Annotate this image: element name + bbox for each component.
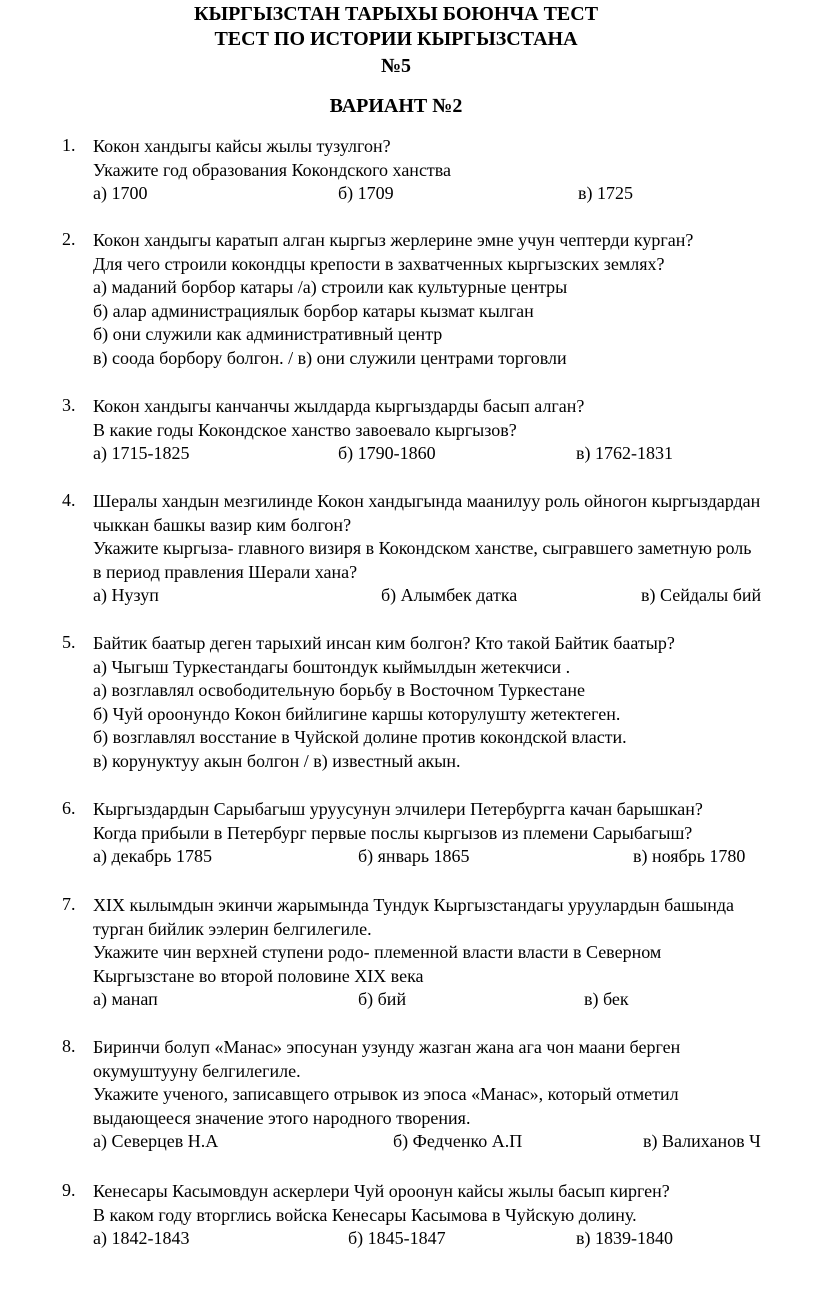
question-text-line: Кыргыздардын Сарыбагыш уруусунун элчилери Петербургга качан барышкан?	[93, 799, 703, 819]
answer-options	[93, 988, 812, 1012]
question-text-line: XIX кылымдын экинчи жарымында Тундук Кыргызстандагы уруулардын башында	[93, 895, 735, 915]
answer-options	[93, 1130, 812, 1154]
question-1	[62, 135, 812, 206]
question-text-line: Кокон хандыгы кайсы жылы тузулгон?	[93, 136, 391, 156]
test-number: №5	[380, 55, 412, 77]
question-text-line: Для чего строили кокондцы крепости в захватченных кыргызских землях?	[93, 253, 665, 274]
answer-option: в) 1839-1840	[576, 1228, 673, 1249]
question-2	[62, 229, 812, 371]
question-8	[62, 1036, 812, 1154]
title-kyrgyz: КЫРГЫЗСТАН ТАРЫХЫ БОЮНЧА ТЕСТ	[193, 3, 599, 25]
question-text-line: Кокон хандыгы каратып алган кыргыз жерлерине эмне учун чептерди курган?	[93, 230, 694, 250]
answer-options	[93, 845, 812, 869]
question-3	[62, 395, 812, 466]
question-number: 9.	[62, 1180, 76, 1200]
question-number: 5.	[62, 632, 76, 652]
question-text-line: Укажите кыргыза- главного визиря в Кокондском ханстве, сыгравшего заметную роль	[93, 538, 752, 559]
answer-option: б) январь 1865	[358, 846, 470, 867]
answer-option: а) Северцев Н.А	[93, 1131, 219, 1152]
answer-options	[93, 442, 812, 466]
title-russian: ТЕСТ ПО ИСТОРИИ КЫРГЫЗСТАНА	[214, 28, 578, 50]
question-text-line: Кокон хандыгы канчанчы жылдарда кыргыздарды басып алган?	[93, 396, 585, 416]
question-text-line: Кенесары Касымовдун аскерлери Чуй ороонун кайсы жылы басып кирген?	[93, 1181, 670, 1201]
question-text-line: в период правления Шерали хана?	[93, 561, 358, 582]
question-text-line: в) корунуктуу акын болгон / в) известный акын.	[93, 750, 461, 771]
question-number: 2.	[62, 229, 76, 249]
answer-option: в) бек	[584, 989, 629, 1010]
answer-option: б) 1709	[338, 183, 394, 204]
question-number: 8.	[62, 1036, 76, 1056]
answer-option: б) 1845-1847	[348, 1228, 446, 1249]
question-number: 4.	[62, 490, 76, 510]
question-number: 1.	[62, 135, 76, 155]
question-text-line: турган бийлик ээлерин белгилегиле.	[93, 918, 372, 939]
answer-option: а) Нузуп	[93, 585, 159, 606]
answer-option: б) бий	[358, 989, 407, 1010]
question-text-line: б) возглавлял восстание в Чуйской долине против кокондской власти.	[93, 727, 627, 748]
question-4	[62, 490, 812, 608]
answer-option: а) декабрь 1785	[93, 846, 212, 867]
answer-option: б) 1790-1860	[338, 443, 436, 464]
answer-option: в) ноябрь 1780	[633, 846, 746, 867]
question-text-line: б) алар администрациялык борбор катары кызмат кылган	[93, 300, 534, 321]
variant-heading: ВАРИАНТ №2	[329, 95, 463, 117]
question-text-line: окумуштууну белгилегиле.	[93, 1060, 301, 1081]
question-text-line: Укажите год образования Кокондского ханства	[93, 159, 452, 180]
question-text-line: выдающееся значение этого народного творения.	[93, 1107, 471, 1128]
question-number: 7.	[62, 894, 76, 914]
question-7	[62, 894, 812, 1012]
answer-option: в) Валиханов Ч	[643, 1131, 761, 1152]
question-text-line: В какие годы Кокондское ханство завоевало кыргызов?	[93, 419, 517, 440]
answer-option: б) Алымбек датка	[381, 585, 518, 606]
question-text-line: Шералы хандын мезгилинде Кокон хандыгында маанилуу роль ойногон кыргыздардан	[93, 491, 761, 511]
question-5	[62, 632, 812, 774]
answer-option: в) 1762-1831	[576, 443, 673, 464]
question-text-line: Укажите ученого, записавщего отрывок из эпоса «Манас», который отметил	[93, 1084, 679, 1105]
question-number: 6.	[62, 798, 76, 818]
question-text-line: Укажите чин верхней ступени родо- племенной власти власти в Северном	[93, 942, 662, 963]
question-text-line: в) соода борбору болгон. / в) они служили центрами торговли	[93, 347, 567, 368]
question-text-line: б) они служили как административный центр	[93, 324, 443, 345]
question-text-line: Биринчи болуп «Манас» эпосунан узунду жазган жана ага чон маани берген	[93, 1037, 681, 1057]
question-text-line: В каком году вторглись войска Кенесары Касымова в Чуйскую долину.	[93, 1204, 637, 1225]
answer-options	[93, 584, 812, 608]
answer-option: б) Федченко А.П	[393, 1131, 523, 1152]
answer-option: а) 1715-1825	[93, 443, 190, 464]
question-6	[62, 798, 812, 869]
answer-option: а) 1700	[93, 183, 148, 204]
question-text-line: а) Чыгыш Туркестандагы боштондук кыймылдын жетекчиси .	[93, 656, 571, 677]
answer-options	[93, 1227, 812, 1251]
question-9	[62, 1180, 812, 1251]
question-text-line: б) Чуй ороонундо Кокон бийлигине каршы которулушту жетектеген.	[93, 703, 621, 724]
question-text-line: Кыргызстане во второй половине XIX века	[93, 965, 424, 986]
answer-option: в) 1725	[578, 183, 633, 204]
question-text-line: Байтик баатыр деген тарыхий инсан ким болгон? Кто такой Байтик баатыр?	[93, 633, 675, 653]
question-number: 3.	[62, 395, 76, 415]
question-text-line: а) возглавлял освободительную борьбу в Восточном Туркестане	[93, 680, 585, 701]
answer-option: а) 1842-1843	[93, 1228, 190, 1249]
question-text-line: чыккан башкы вазир ким болгон?	[93, 514, 352, 535]
question-text-line: а) маданий борбор катары /а) строили как культурные центры	[93, 277, 568, 298]
answer-option: а) манап	[93, 989, 158, 1010]
answer-option: в) Сейдалы бий	[641, 585, 762, 606]
question-text-line: Когда прибыли в Петербург первые послы кыргызов из племени Сарыбагыш?	[93, 822, 693, 843]
answer-options	[93, 182, 812, 206]
